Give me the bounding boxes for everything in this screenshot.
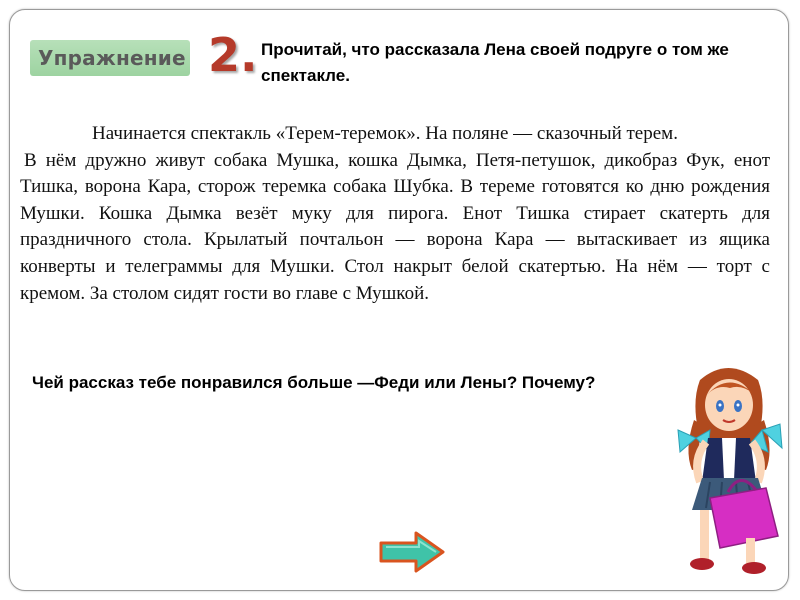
arrow-right-icon xyxy=(381,533,443,571)
exercise-label-text: Упражнение xyxy=(38,46,186,70)
exercise-number: 2. xyxy=(208,28,258,82)
task-instruction: Прочитай, что рассказала Лена своей подруге о том же спектакле. xyxy=(261,40,729,85)
next-slide-button[interactable] xyxy=(378,530,446,574)
story-text xyxy=(20,121,770,307)
story-paragraph-1: Начинается спектакль «Терем-теремок». На поляне — сказочный терем. xyxy=(92,123,678,144)
exercise-label xyxy=(30,40,190,76)
girl-illustration xyxy=(670,360,788,578)
question-text: Чей рассказ тебе понравился больше —Феди или Лены? Почему? xyxy=(32,373,596,392)
story-paragraph-2: В нём дружно живут собака Мушка, кошка Дымка, Петя-петушок, дикобраз Фук, енот Тишка, ворона Кара, сторож теремка собака Шубка. В тереме готовятся ко дню рождения Мушки. Кошка Дымка везёт муку для пирога. Енот Тишка стирает скатерть для праздничного стола. Крылатый почтальон — ворона Кара — вытаскивает из ящика конверты и телеграммы для Мушки. Стол накрыт белой скатертью. На нём — торт с кремом. За столом сидят гости во главе с Мушкой. xyxy=(20,149,770,304)
